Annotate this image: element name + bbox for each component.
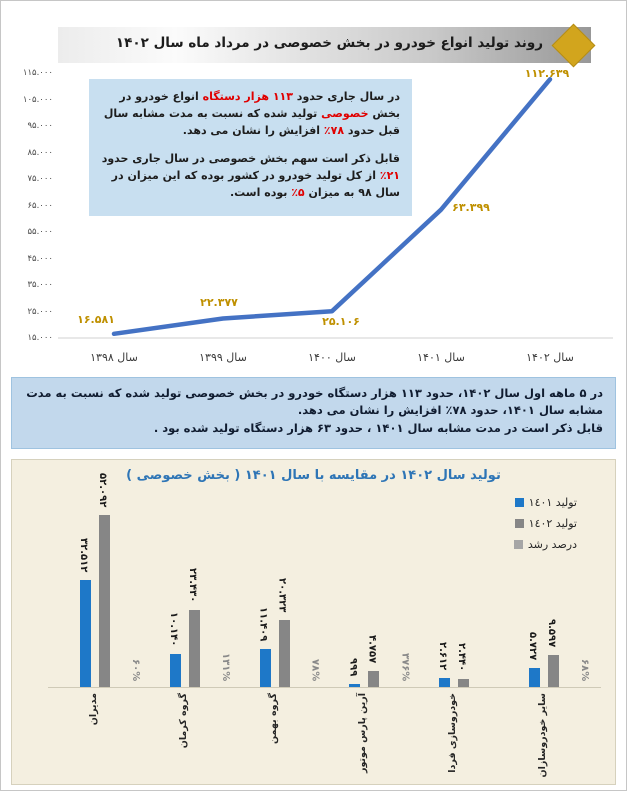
plain-text: بوده است. — [229, 186, 292, 200]
y-axis-tick-label: ۱۵.۰۰۰ — [27, 333, 53, 343]
legend-item — [514, 517, 577, 530]
plain-text: از کل تولید خودرو در کشور بوده که این میزان در سال ۹۸ به میزان — [111, 169, 400, 200]
bar-value-label: ۹.۵۹۷ — [546, 618, 557, 647]
bar-1402 — [279, 620, 290, 687]
line-data-label: ۲۲.۳۷۷ — [200, 296, 238, 310]
growth-percent-label: ۱۳۱% — [219, 652, 231, 681]
summary-line-2: قابل ذکر است در مدت مشابه سال ۱۴۰۱ ، حدود ۶۳ هزار دستگاه تولید شده بود . — [153, 420, 603, 435]
annotation-paragraph-1 — [101, 88, 400, 139]
bar-value-label: ۲.۶۱۲ — [437, 641, 449, 670]
bar-1402 — [189, 610, 200, 687]
bar-1402 — [99, 515, 110, 687]
bar-value-label: ۳۲.۵۱۲ — [78, 537, 89, 572]
bar-1401 — [170, 654, 181, 687]
highlighted-text: خصوصی — [321, 107, 369, 121]
bar-1402 — [458, 679, 469, 687]
legend-label: تولید ١٤٠٢ — [528, 517, 577, 530]
category-label: سایر خودروسازان — [537, 693, 548, 778]
x-axis-label: سال ۱۳۹۸ — [90, 351, 138, 364]
x-axis-label: سال ۱۴۰۱ — [417, 351, 465, 364]
bar-axis-line — [48, 687, 601, 688]
legend-marker-icon — [515, 519, 524, 528]
bar-1402 — [548, 655, 559, 687]
y-axis-tick-label: ۸۵.۰۰۰ — [27, 147, 53, 158]
bar-value-label: ۱۱.۴۰۹ — [257, 606, 269, 641]
page-header — [58, 27, 591, 63]
bar-value-label: ۱۰.۱۴۰ — [167, 611, 179, 646]
line-data-label: ۶۳.۳۹۹ — [452, 200, 490, 214]
summary-line-1: در ۵ ماهه اول سال ۱۴۰۲، حدود ۱۱۳ هزار دستگاه خودرو در بخش خصوصی تولید شده که نسبت به مدت مشابه سال ۱۴۰۱، حدود ۷۸٪ افزایش را نشان می دهد. — [26, 386, 603, 418]
plain-text: در سال جاری حدود — [292, 90, 400, 103]
bar-value-label: ۲۳.۴۳۰ — [186, 567, 198, 602]
category-label: گروه کرمان — [177, 693, 189, 749]
summary-banner — [11, 377, 616, 449]
category-label: آرین پارس موتور — [357, 693, 369, 773]
legend-label: تولید ١٤٠١ — [528, 496, 577, 509]
line-data-label: ۱۶.۵۸۱ — [77, 312, 115, 326]
bar-1402 — [368, 671, 379, 687]
y-axis-tick-label: ۶۵.۰۰۰ — [27, 200, 53, 211]
page-title: روند تولید انواع خودرو در بخش خصوصی در مرداد ماه سال ۱۴۰۲ — [115, 35, 543, 51]
bar-value-label: ۲۰.۳۲۳ — [276, 577, 288, 612]
bar-chart-title: تولید سال ۱۴۰۲ در مقایسه با سال ۱۴۰۱ ( بخش خصوصی ) — [126, 468, 501, 483]
category-label: خودروسازی فردا — [447, 693, 459, 773]
category-label: گروه بهمن — [267, 693, 279, 745]
highlighted-text: ۲۱٪ — [379, 169, 400, 183]
y-axis-tick-label: ۵۵.۰۰۰ — [27, 227, 53, 237]
x-axis-label: سال ۱۴۰۰ — [308, 351, 356, 364]
bar-1401 — [349, 684, 360, 687]
plain-text: تولید شده که نسبت به مدت مشابه سال قبل حدود — [103, 107, 400, 138]
y-axis-tick-label: ۷۵.۰۰۰ — [27, 174, 53, 184]
growth-percent-label: ۷۸% — [309, 658, 321, 681]
legend-marker-icon — [515, 498, 524, 507]
legend-item — [514, 538, 577, 551]
category-label: مدیران — [88, 693, 99, 726]
plain-text: افزایش را نشان می دهد. — [182, 124, 324, 138]
bar-value-label: ۲.۴۴۰ — [456, 642, 468, 671]
bar-chart-panel — [11, 459, 616, 785]
highlighted-text: ۵٪ — [291, 186, 305, 200]
bar-value-label: ۵۲.۰۹۲ — [97, 472, 108, 507]
x-axis-label: سال ۱۳۹۹ — [199, 351, 247, 364]
bar-1401 — [80, 580, 91, 687]
bar-1401 — [260, 649, 271, 687]
highlighted-text: ۷۸٪ — [323, 124, 345, 138]
y-axis-tick-label: ۱۱۵.۰۰۰ — [22, 68, 53, 78]
legend-item — [514, 496, 577, 509]
bar-1401 — [529, 668, 540, 687]
y-axis-tick-label: ۳۵.۰۰۰ — [27, 280, 53, 290]
line-data-label: ۲۵.۱۰۶ — [322, 315, 360, 329]
legend-label: درصد رشد — [527, 538, 577, 551]
annotation-box — [89, 79, 412, 216]
legend-marker-icon — [514, 540, 523, 549]
x-axis-label: سال ۱۴۰۲ — [526, 351, 574, 364]
legend — [514, 496, 577, 551]
line-data-label: ۱۱۲.۶۳۹ — [524, 67, 570, 81]
bar-value-label: ۵.۷۲۷ — [527, 631, 538, 660]
growth-percent-label: ۶۰% — [130, 658, 141, 681]
y-axis-tick-label: ۴۵.۰۰۰ — [27, 253, 53, 264]
bar-value-label: ۹۹۹ — [347, 657, 359, 676]
bar-value-label: ۴.۷۵۷ — [366, 634, 378, 663]
y-axis-tick-label: ۱۰۵.۰۰۰ — [22, 94, 53, 105]
plain-text: انواع خودرو در بخش — [119, 90, 400, 121]
y-axis-tick-label: ۹۵.۰۰۰ — [27, 121, 53, 131]
highlighted-text: ۱۱۳ هزار دستگاه — [202, 90, 293, 103]
growth-percent-label: ۳۷۶% — [399, 652, 411, 681]
diamond-icon — [552, 24, 596, 68]
y-axis-tick-label: ۲۵.۰۰۰ — [27, 306, 53, 317]
annotation-paragraph-2 — [101, 150, 400, 201]
bar-1401 — [439, 678, 450, 687]
plain-text: قابل ذکر است سهم بخش خصوصی در سال جاری حدود — [101, 152, 400, 166]
growth-percent-label: ۶۸% — [579, 658, 590, 681]
line-chart — [1, 63, 627, 377]
